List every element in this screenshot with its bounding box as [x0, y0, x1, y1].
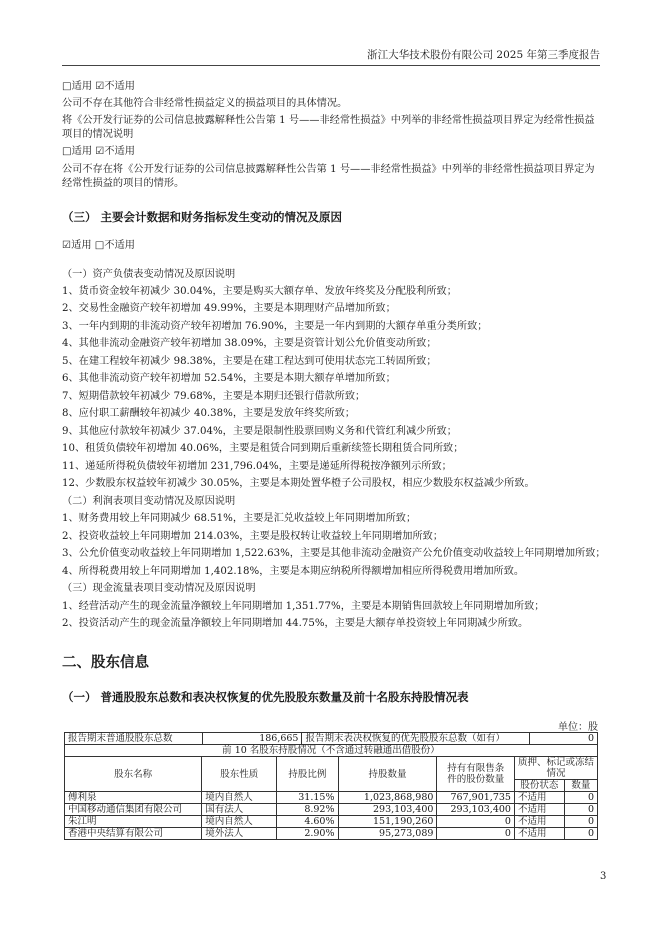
- cell-name: 傅利泉: [65, 792, 202, 804]
- list-item: 12、少数股东权益较年初减少 30.05%，主要是本期处置华橙子公司股权，相应少数股东权益减少所致。: [62, 478, 535, 489]
- list-item: 2、投资活动产生的现金流量净额较上年同期增加 44.75%，主要是大额存单投资较上年同期减少所致。: [62, 618, 529, 629]
- section-3-option: ☑适用 □不适用: [62, 240, 135, 251]
- col-header-quantity: 持股数量: [338, 757, 437, 792]
- table-row: [65, 816, 598, 828]
- top10-title: 前 10 名股东持股情况（不含通过转融通出借股份）: [65, 745, 598, 757]
- total-shareholders-value: 186,665: [202, 733, 302, 745]
- col-header-status: 股份状态: [514, 780, 564, 792]
- col-header-restricted: [437, 757, 515, 792]
- unit-label: 单位：股: [558, 722, 598, 733]
- cell-nature: 境内自然人: [202, 816, 277, 828]
- cell-restricted: 0: [437, 816, 515, 828]
- nonrecurring-text-2a: 将《公开发行证券的公司信息披露解释性公告第 1 号——非经常性损益》中列举的非经常性损益项目界定为经常性损益: [62, 115, 595, 126]
- list-item: 1、财务费用较上年同期减少 68.51%，主要是汇兑收益较上年同期增加所致；: [62, 513, 417, 524]
- table-row: [65, 828, 598, 840]
- cell-count: 0: [564, 792, 597, 804]
- list-item: 3、公允价值变动收益较上年同期增加 1,522.63%，主要是其他非流动金融资产公允价值变动收益较上年同期增加所致；: [62, 548, 606, 559]
- cell-quantity: 1,023,868,980: [338, 792, 437, 804]
- list-item: 2、交易性金融资产较年初增加 49.99%，主要是本期理财产品增加所致；: [62, 303, 396, 314]
- cell-count: 0: [564, 816, 597, 828]
- cell-restricted: 293,103,400: [437, 804, 515, 816]
- cell-ratio: 2.90%: [277, 828, 338, 840]
- table-row: [65, 792, 598, 804]
- list-item: 10、租赁负债较年初增加 40.06%，主要是租赁合同到期后重新续签长期租赁合同所致；: [62, 443, 464, 454]
- list-item: 6、其他非流动资产较年初增加 52.54%，主要是本期大额存单增加所致；: [62, 373, 396, 384]
- page-number: 3: [600, 871, 607, 882]
- top10-shareholders-table: [64, 744, 598, 840]
- list-item: 2、投资收益较上年同期增加 214.03%，主要是股权转让收益较上年同期增加所致；: [62, 531, 444, 542]
- cell-nature: 境外法人: [202, 828, 277, 840]
- list-item: 1、货币资金较年初减少 30.04%，主要是购买大额存单、发放年终奖及分配股利所致；: [62, 286, 457, 297]
- list-item: 3、一年内到期的非流动资产较年初增加 76.90%，主要是一年内到期的大额存单重分类所致；: [62, 321, 488, 332]
- income-statement-title: （二）利润表项目变动情况及原因说明: [62, 496, 236, 507]
- header-divider: [62, 65, 600, 66]
- table-row: [65, 804, 598, 816]
- shareholders-section-title: 二、股东信息: [62, 655, 149, 671]
- cell-count: 0: [564, 804, 597, 816]
- col-header-name: 股东名称: [65, 757, 202, 792]
- cell-name: 香港中央结算有限公司: [65, 828, 202, 840]
- cell-restricted: 767,901,735: [437, 792, 515, 804]
- table-header-row: [65, 757, 598, 780]
- list-item: 7、短期借款较年初减少 79.68%，主要是本期归还银行借款所致；: [62, 391, 366, 402]
- report-header-title: 浙江大华技术股份有限公司 2025 年第三季度报告: [367, 49, 600, 61]
- cell-quantity: 95,273,089: [338, 828, 437, 840]
- cell-status: 不适用: [514, 792, 564, 804]
- cell-ratio: 4.60%: [277, 816, 338, 828]
- col-header-pledge-line2: 情况: [546, 768, 566, 779]
- total-shareholders-label: 报告期末普通股股东总数: [65, 733, 203, 745]
- nonrecurring-text-3a: 公司不存在将《公开发行证券的公司信息披露解释性公告第 1 号——非经常性损益》中列举的非经常性损益项目界定为: [62, 164, 595, 175]
- cell-ratio: 8.92%: [277, 804, 338, 816]
- list-item: 5、在建工程较年初减少 98.38%，主要是在建工程达到可使用状态完工转固所致；: [62, 356, 437, 367]
- list-item: 1、经营活动产生的现金流量净额较上年同期增加 1,351.77%，主要是本期销售回款较上年同期增加所致；: [62, 601, 545, 612]
- cell-nature: 境内自然人: [202, 792, 277, 804]
- nonrecurring-option-2: □适用 ☑不适用: [62, 146, 135, 157]
- col-header-ratio: 持股比例: [277, 757, 338, 792]
- col-header-pledge-line1: 质押、标记或冻结: [517, 757, 594, 768]
- list-item: 8、应付职工薪酬较年初减少 40.38%，主要是发放年终奖所致；: [62, 408, 356, 419]
- cell-status: 不适用: [514, 816, 564, 828]
- shareholders-subtitle: （一） 普通股股东总数和表决权恢复的优先股股东数量及前十名股东持股情况表: [62, 690, 469, 704]
- cell-restricted: 0: [437, 828, 515, 840]
- nonrecurring-text-1: 公司不存在其他符合非经常性损益定义的损益项目的具体情况。: [62, 98, 348, 109]
- table-title-row: [65, 745, 598, 757]
- preferred-shareholders-value: 0: [530, 733, 598, 745]
- table-row: [65, 733, 598, 745]
- nonrecurring-text-2b: 项目的情况说明: [62, 129, 134, 140]
- col-header-pledge: [514, 757, 597, 780]
- cell-quantity: 151,190,260: [338, 816, 437, 828]
- cell-nature: 国有法人: [202, 804, 277, 816]
- col-header-count: 数量: [564, 780, 597, 792]
- col-header-restricted-line1: 持有有限售条: [447, 763, 505, 774]
- cell-ratio: 31.15%: [277, 792, 338, 804]
- balance-sheet-title: （一）资产负债表变动情况及原因说明: [62, 269, 236, 280]
- nonrecurring-text-3b: 经常性损益的项目的情形。: [62, 178, 185, 189]
- section-3-title: （三） 主要会计数据和财务指标发生变动的情况及原因: [62, 210, 343, 224]
- col-header-nature: 股东性质: [202, 757, 277, 792]
- list-item: 11、递延所得税负债较年初增加 231,796.04%，主要是递延所得税按净额列示所致；: [62, 461, 452, 472]
- nonrecurring-option-1: □适用 ☑不适用: [62, 81, 135, 92]
- cashflow-statement-title: （三）现金流量表项目变动情况及原因说明: [62, 583, 256, 594]
- col-header-restricted-line2: 件的股份数量: [447, 774, 505, 785]
- list-item: 9、其他应付款较年初减少 37.04%，主要是限制性股票回购义务和代管红利减少所致；: [62, 426, 457, 437]
- list-item: 4、所得税费用较上年同期增加 1,402.18%，主要是本期应纳税所得额增加相应所得税费用增加所致。: [62, 566, 525, 577]
- list-item: 4、其他非流动金融资产较年初增加 38.09%，主要是资管计划公允价值变动所致；: [62, 338, 437, 349]
- cell-status: 不适用: [514, 804, 564, 816]
- cell-name: 朱江明: [65, 816, 202, 828]
- preferred-shareholders-label: 报告期末表决权恢复的优先股股东总数（如有）: [302, 733, 530, 745]
- cell-count: 0: [564, 828, 597, 840]
- cell-name: 中国移动通信集团有限公司: [65, 804, 202, 816]
- cell-status: 不适用: [514, 828, 564, 840]
- cell-quantity: 293,103,400: [338, 804, 437, 816]
